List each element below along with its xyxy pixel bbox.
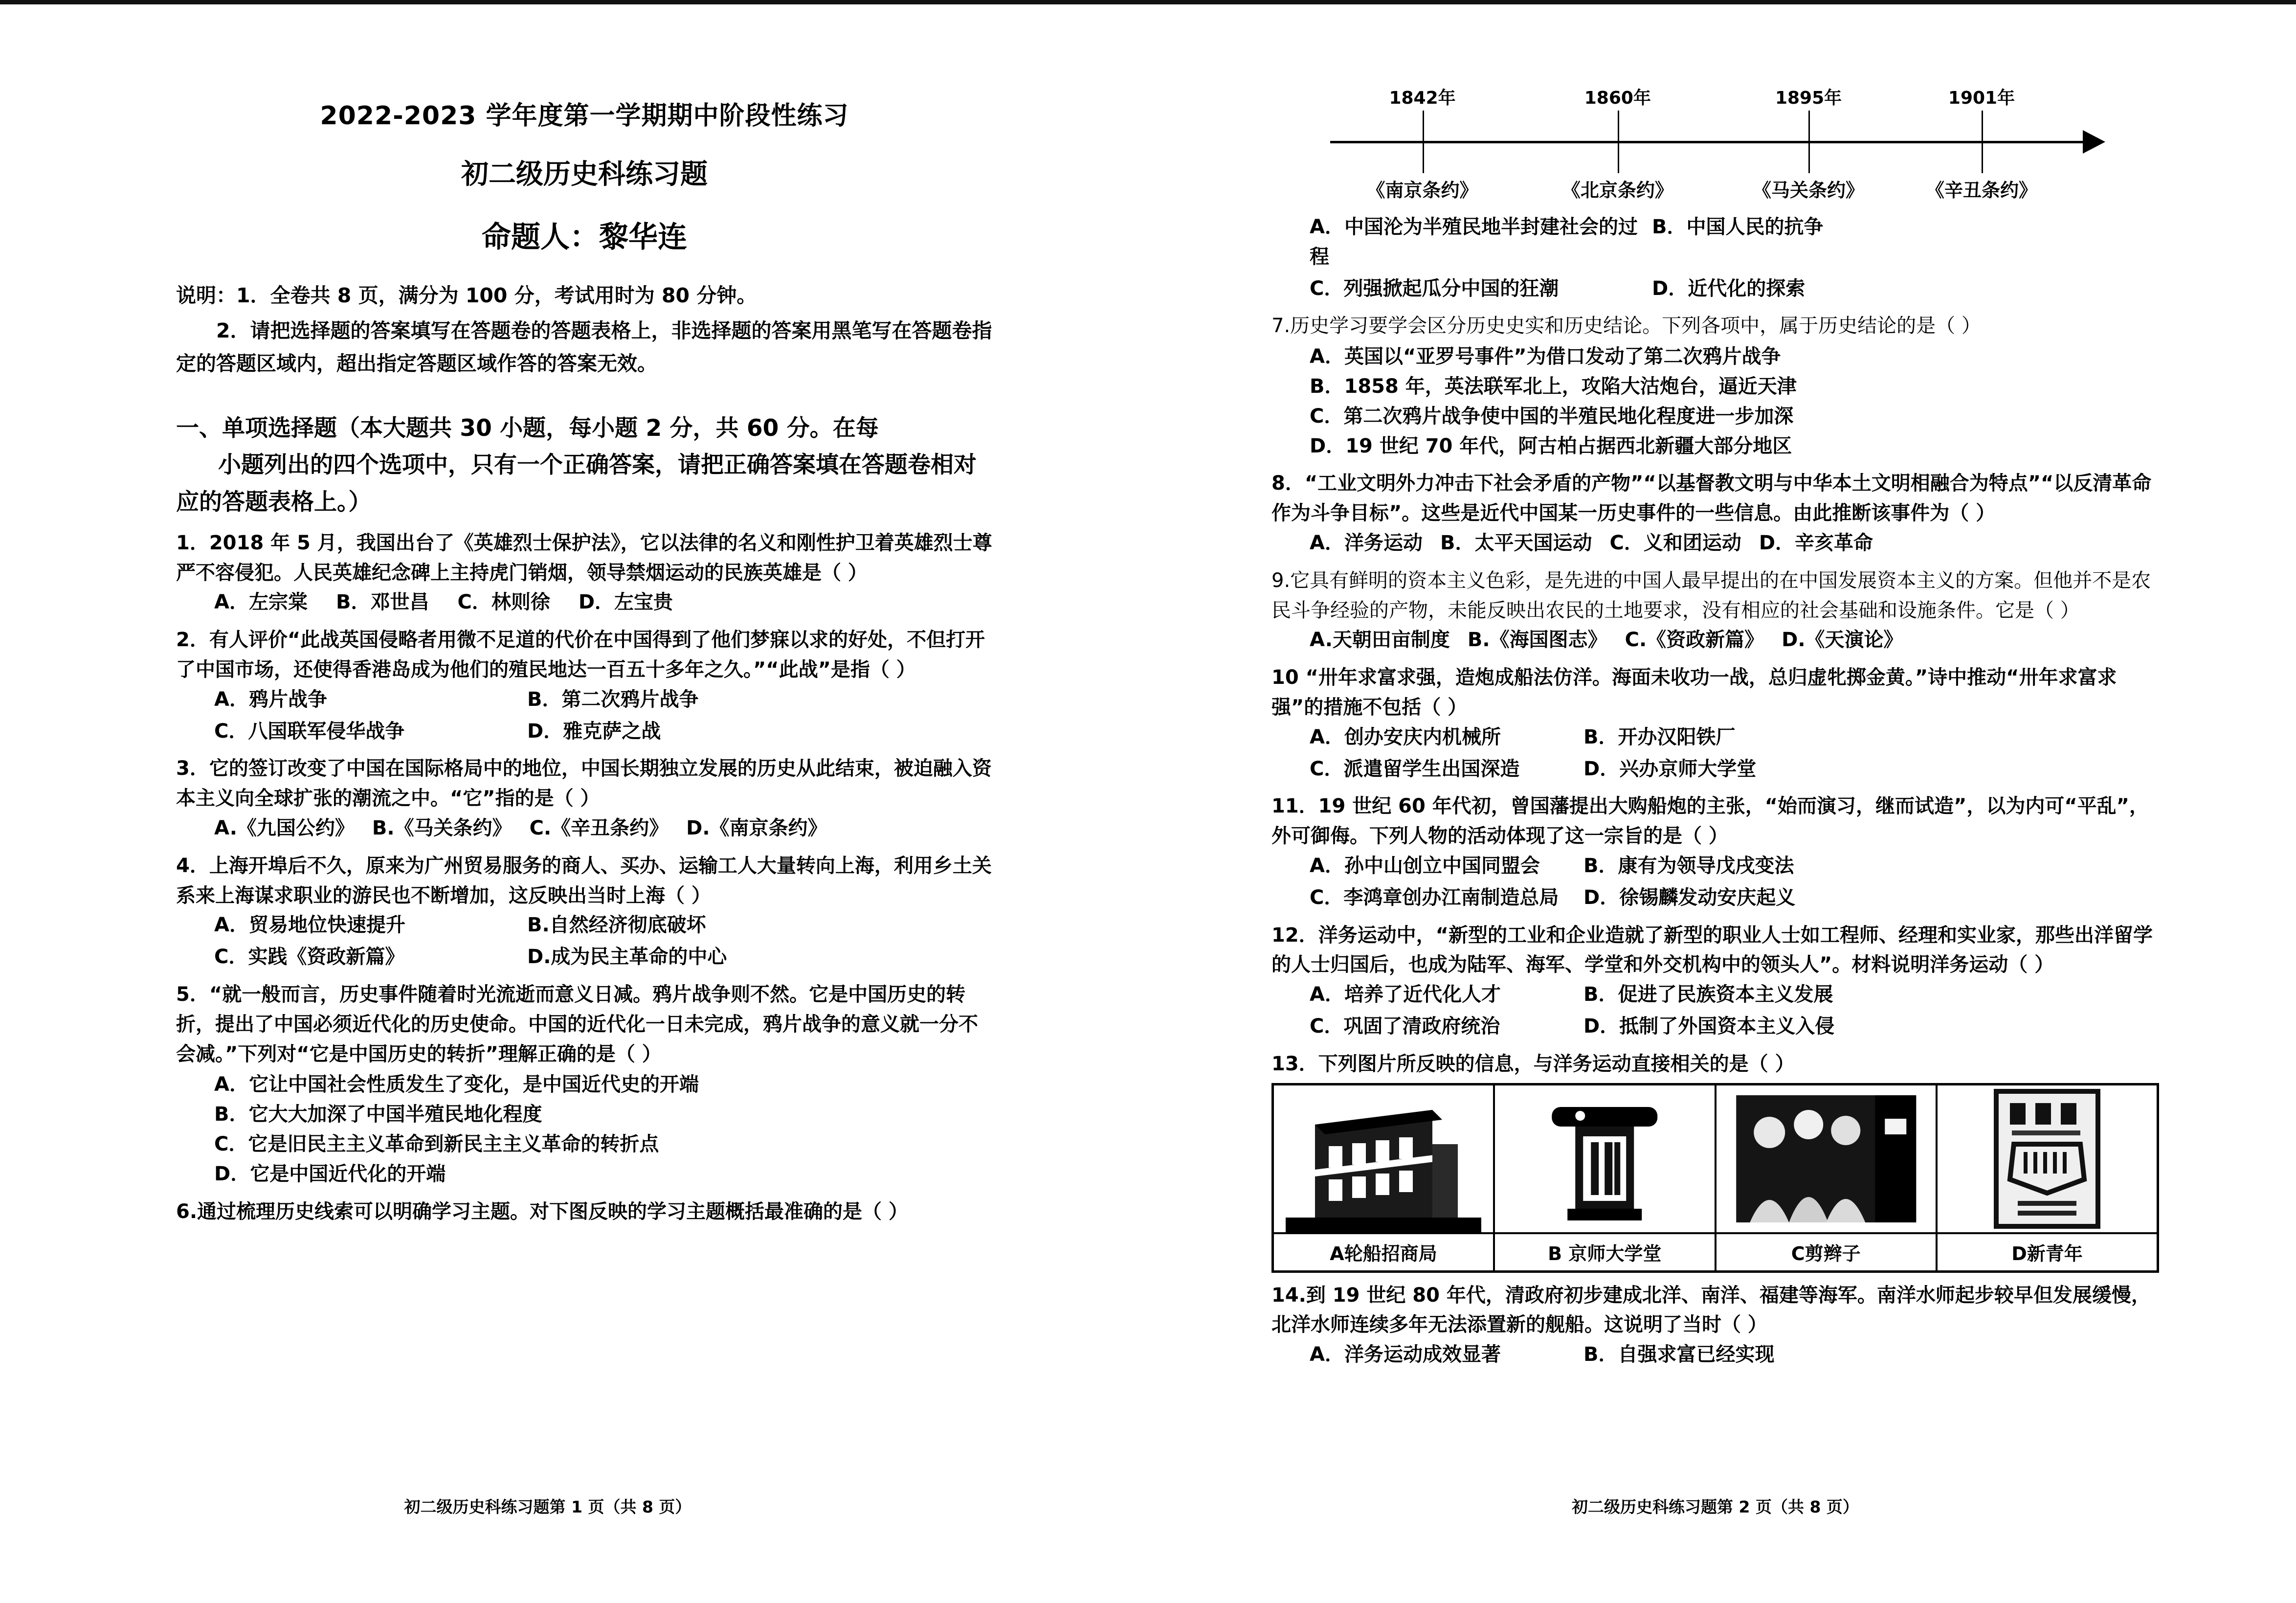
option-a[interactable]: A.《九国公约》 — [214, 816, 355, 839]
timeline-tick-2 — [1618, 111, 1619, 173]
option-b[interactable]: B．康有为领导戊戌变法 — [1583, 854, 1794, 877]
option-c[interactable]: C．林则徐 — [457, 591, 550, 614]
question-10 — [1271, 663, 2159, 784]
timeline-label-1: 《南京条约》 — [1366, 180, 1478, 201]
picture-caption-d: D新青年 — [1937, 1233, 2158, 1272]
column-gutter — [1022, 73, 1257, 1544]
question-1-stem: 1．2018 年 5 月，我国出台了《英雄烈士保护法》，它以法律的名义和刚性护卫着英雄烈士尊严不容侵犯。人民英雄纪念碑上主持虎门销烟，领导禁烟运动的民族英雄是（ ） — [176, 531, 992, 584]
option-d[interactable]: D.《天演论》 — [1782, 629, 1903, 652]
question-8-stem: 8．“工业文明外力冲击下社会矛盾的产物”“以基督教文明与中华本土文明相融合为特点”“以反清革命作为斗争目标”。这些是近代中国某一历史事件的一些信息。由此推断该事件为（ ） — [1271, 472, 2152, 525]
section-heading-line-1: 一、单项选择题（本大题共 30 小题，每小题 2 分，共 60 分。在每 — [176, 415, 879, 442]
option-b[interactable]: B．邓世昌 — [335, 591, 429, 614]
option-d[interactable]: D．左宝贵 — [578, 591, 673, 614]
question-5-stem: 5．“就一般而言，历史事件随着时光流逝而意义日减。鸦片战争则不然。它是中国历史的转折，提出了中国必须近代化的历史使命。中国的近代化一日未完成，鸦片战争的意义就一分不会减。”下列对“它是中国历史的转折”理解正确的是（ ） — [176, 983, 978, 1065]
picture-caption-b: B 京师大学堂 — [1494, 1233, 1716, 1272]
option-a[interactable]: A．贸易地位快速提升 — [214, 914, 405, 937]
table-row-captions — [1273, 1233, 2158, 1272]
question-5-options — [176, 1070, 993, 1189]
magazine-cover-photo-icon — [1938, 1085, 2157, 1232]
option-b[interactable]: B．第二次鸦片战争 — [527, 688, 699, 711]
option-c[interactable]: C．列强掀起瓜分中国的狂潮 — [1310, 277, 1559, 300]
question-1 — [176, 528, 993, 617]
instruction-line-1: 说明：1．全卷共 8 页，满分为 100 分，考试用时为 80 分钟。 — [176, 284, 757, 307]
question-11-stem: 11．19 世纪 60 年代初，曾国藩提出大购船炮的主张，“始而演习，继而试造”，以为内可“平乱”，外可御侮。下列人物的活动体现了这一宗旨的是（ ） — [1271, 795, 2149, 848]
option-a[interactable]: A．它让中国社会性质发生了变化，是中国近代史的开端 — [214, 1073, 699, 1096]
author-line: 命题人：黎华连 — [482, 220, 687, 254]
picture-caption-c: C剪辫子 — [1716, 1233, 1937, 1272]
option-b[interactable]: B．太平天国运动 — [1440, 531, 1592, 554]
question-14 — [1271, 1281, 2159, 1370]
question-12-options — [1271, 980, 2159, 1041]
timeline-arrow-icon — [2083, 130, 2105, 154]
option-a[interactable]: A．洋务运动 — [1310, 531, 1423, 554]
timeline-label-4: 《辛丑条约》 — [1925, 180, 2038, 201]
timeline-year-2: 1860年 — [1584, 88, 1651, 108]
option-a[interactable]: A．洋务运动成效显著 — [1310, 1343, 1501, 1366]
timeline-year-3: 1895年 — [1775, 88, 1842, 108]
question-14-stem: 14.到 19 世纪 80 年代，清政府初步建成北洋、南洋、福建等海军。南洋水师起步较早但发展缓慢，北洋水师连续多年无法添置新的舰船。这说明了当时（ ） — [1271, 1284, 2151, 1336]
timeline-label-3: 《马关条约》 — [1753, 180, 1865, 201]
timeline-label-2: 《北京条约》 — [1561, 180, 1673, 201]
question-11-options — [1271, 851, 2159, 913]
option-c[interactable]: C.《辛丑条约》 — [529, 816, 669, 839]
option-b[interactable]: B.《海国图志》 — [1467, 629, 1607, 652]
right-page-column — [1257, 73, 2174, 1544]
picture-cell-a[interactable] — [1273, 1084, 1494, 1233]
timeline-tick-3 — [1808, 111, 1810, 173]
building-photo-icon — [1274, 1085, 1493, 1232]
crowd-photo-icon — [1716, 1085, 1936, 1232]
option-c[interactable]: C．八国联军侵华战争 — [214, 720, 405, 743]
question-11 — [1271, 791, 2159, 912]
question-14-options — [1271, 1340, 2159, 1370]
option-c[interactable]: C．第二次鸦片战争使中国的半殖民地化程度进一步加深 — [1310, 405, 1794, 428]
timeline-year-4: 1901年 — [1948, 88, 2015, 108]
question-7-options — [1271, 342, 2159, 461]
option-a[interactable]: A．中国沦为半殖民地半封建社会的过程 — [1310, 216, 1638, 268]
question-9-stem: 9.它具有鲜明的资本主义色彩，是先进的中国人最早提出的在中国发展资本主义的方案。但他并不是农民斗争经验的产物，未能反映出农民的土地要求，没有相应的社会基础和设施条件。它是（ ） — [1271, 569, 2151, 622]
option-b[interactable]: B．它大大加深了中国半殖民地化程度 — [214, 1103, 542, 1126]
footer-right: 初二级历史科练习题第 2 页（共 8 页） — [1572, 1497, 1859, 1516]
option-d[interactable]: D．徐锡麟发动安庆起义 — [1583, 886, 1796, 909]
option-a[interactable]: A．鸦片战争 — [214, 688, 327, 711]
option-d[interactable]: D．辛亥革命 — [1759, 531, 1873, 554]
timeline-axis — [1330, 141, 2100, 143]
question-10-stem: 10 “卅年求富求强，造炮成船法仿洋。海面未收功一战，总归虚牝掷金黄。”诗中推动“卅年求富求强”的措施不包括（ ） — [1271, 666, 2117, 719]
page-title: 2022-2023 学年度第一学期期中阶段性练习 — [320, 101, 849, 131]
option-c[interactable]: C．它是旧民主主义革命到新民主主义革命的转折点 — [214, 1132, 659, 1155]
option-a[interactable]: A．左宗棠 — [214, 591, 308, 614]
question-3-stem: 3．它的签订改变了中国在国际格局中的地位，中国长期独立发展的历史从此结束，被迫融入资本主义向全球扩张的潮流之中。“它”指的是（ ） — [176, 757, 992, 810]
option-d[interactable]: D．兴办京师大学堂 — [1583, 757, 1757, 780]
question-2-options — [176, 685, 993, 746]
option-b[interactable]: B．促进了民族资本主义发展 — [1583, 983, 1833, 1006]
question-5 — [176, 980, 993, 1189]
timeline-year-1: 1842年 — [1389, 88, 1456, 108]
option-d[interactable]: D．抵制了外国资本主义入侵 — [1583, 1015, 1835, 1038]
picture-cell-d[interactable] — [1937, 1084, 2158, 1233]
question-4-options — [176, 910, 993, 972]
left-page-column — [73, 73, 1022, 1544]
option-a[interactable]: A．创办安庆内机械所 — [1310, 725, 1501, 748]
question-7-stem: 7.历史学习要学会区分历史史实和历史结论。下列各项中，属于历史结论的是（ ） — [1271, 315, 1981, 338]
option-d[interactable]: D.成为民主革命的中心 — [527, 946, 727, 969]
picture-caption-a: A轮船招商局 — [1273, 1233, 1494, 1272]
question-4 — [176, 851, 993, 972]
option-b[interactable]: B.《马关条约》 — [372, 816, 512, 839]
question-3 — [176, 754, 993, 843]
option-d[interactable]: D.《南京条约》 — [686, 816, 827, 839]
question-8 — [1271, 469, 2159, 558]
question-13 — [1271, 1049, 2159, 1079]
question-2-stem: 2．有人评价“此战英国侵略者用微不足道的代价在中国得到了他们梦寐以求的好处，不但打开了中国市场，还使得香港岛成为他们的殖民地达一百五十多年之久。”“此战”是指（ ） — [176, 629, 985, 681]
option-b[interactable]: B．中国人民的抗争 — [1652, 216, 1824, 238]
option-c[interactable]: C.《资政新篇》 — [1625, 629, 1764, 652]
question-1-options — [176, 587, 993, 617]
option-d[interactable]: D．它是中国近代化的开端 — [214, 1162, 446, 1185]
question-9 — [1271, 566, 2159, 655]
instructions-block — [176, 279, 993, 380]
picture-cell-b[interactable] — [1494, 1084, 1716, 1233]
option-a[interactable]: A．培养了近代化人才 — [1310, 983, 1501, 1006]
option-b[interactable]: B．开办汉阳铁厂 — [1583, 725, 1736, 748]
question-4-stem: 4．上海开埠后不久，原来为广州贸易服务的商人、买办、运输工人大量转向上海，利用乡土关系来上海谋求职业的游民也不断增加，这反映出当时上海（ ） — [176, 854, 992, 907]
section-heading — [176, 410, 993, 520]
option-c[interactable]: C．巩固了清政府统治 — [1310, 1015, 1500, 1038]
option-b[interactable]: B.自然经济彻底破坏 — [527, 914, 706, 937]
question-2 — [176, 625, 993, 746]
question-12 — [1271, 921, 2159, 1041]
option-d[interactable]: D．雅克萨之战 — [527, 720, 661, 743]
option-a[interactable]: A．英国以“亚罗号事件”为借口发动了第二次鸦片战争 — [1310, 345, 1781, 368]
timeline-tick-4 — [1982, 111, 1983, 173]
option-c[interactable]: C．派遣留学生出国深造 — [1310, 757, 1520, 780]
question-9-options — [1271, 625, 2159, 655]
question-6 — [176, 1197, 993, 1227]
question-12-stem: 12．洋务运动中，“新型的工业和企业造就了新型的职业人士如工程师、经理和实业家，那些出洋留学的人士归国后，也成为陆军、海军、学堂和外交机构中的领头人”。材料说明洋务运动（ ） — [1271, 924, 2153, 976]
question-6-options-block — [1271, 212, 2159, 303]
option-b[interactable]: B．1858 年，英法联军北上，攻陷大沽炮台，逼近天津 — [1310, 375, 1797, 398]
option-b[interactable]: B．自强求富已经实现 — [1583, 1343, 1775, 1366]
instruction-line-2: 2．请把选择题的答案填写在答题卷的答题表格上，非选择题的答案用黑笔写在答题卷指定的答题区域内，超出指定答题区域作答的答案无效。 — [176, 319, 992, 375]
section-heading-line-2: 小题列出的四个选项中，只有一个正确答案，请把正确答案填在答题卷相对应的答题表格上。） — [176, 452, 977, 516]
option-c[interactable]: C．实践《资政新篇》 — [214, 946, 405, 969]
question-6-stem: 6.通过梳理历史线索可以明确学习主题。对下图反映的学习主题概括最准确的是（ ） — [176, 1200, 908, 1223]
option-d[interactable]: D．近代化的探索 — [1652, 277, 1806, 300]
option-c[interactable]: C．义和团运动 — [1609, 531, 1741, 554]
question-8-options — [1271, 528, 2159, 558]
gateway-photo-icon — [1495, 1085, 1715, 1232]
option-c[interactable]: C．李鸿章创办江南制造总局 — [1310, 886, 1559, 909]
option-a[interactable]: A.天朝田亩制度 — [1310, 629, 1450, 652]
question-10-options — [1271, 722, 2159, 784]
picture-cell-c[interactable] — [1716, 1084, 1937, 1233]
question-6-options — [1271, 212, 2159, 303]
question-13-stem: 13．下列图片所反映的信息，与洋务运动直接相关的是（ ） — [1271, 1052, 1795, 1075]
footer-left: 初二级历史科练习题第 1 页（共 8 页） — [404, 1497, 691, 1516]
question-3-options — [176, 813, 993, 843]
page-subtitle: 初二级历史科练习题 — [461, 158, 708, 190]
question-13-picture-table — [1271, 1083, 2159, 1273]
table-row-images — [1273, 1084, 2158, 1233]
timeline-figure — [1271, 82, 2159, 204]
timeline-tick-1 — [1423, 111, 1424, 173]
option-d[interactable]: D．19 世纪 70 年代，阿古柏占据西北新疆大部分地区 — [1310, 434, 1792, 457]
question-7 — [1271, 311, 2159, 461]
option-a[interactable]: A．孙中山创立中国同盟会 — [1310, 854, 1540, 877]
